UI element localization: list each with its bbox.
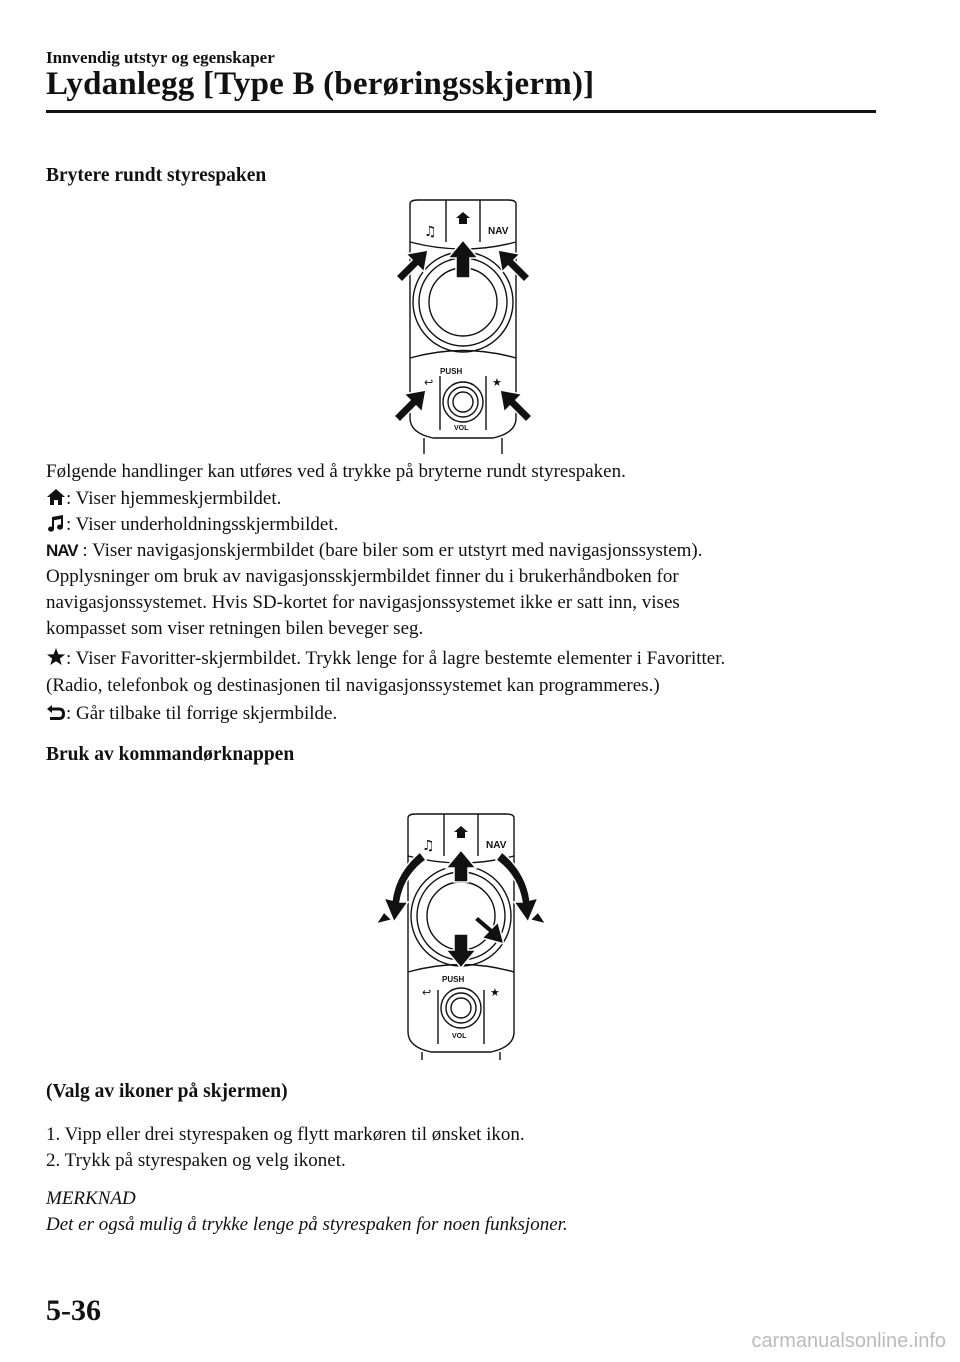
watermark: carmanualsonline.info	[751, 1330, 946, 1352]
list-item-text: : Viser Favoritter-skjermbildet. Trykk lenge for å lagre bestemte elementer i Favoritter.	[66, 648, 726, 669]
section-label: Innvendig utstyr og egenskaper	[46, 48, 275, 67]
nav-label: NAV	[486, 840, 507, 851]
vol-label: VOL	[454, 425, 469, 432]
section1-intro: Følgende handlinger kan utføres ved å trykke på bryterne rundt styrespaken.	[46, 461, 626, 482]
vol-label: VOL	[452, 1033, 467, 1040]
push-label: PUSH	[440, 367, 463, 376]
list-item-home	[46, 488, 281, 510]
home-icon	[46, 488, 66, 506]
list-item-text: : Viser underholdningsskjermbildet.	[66, 514, 339, 535]
step-2: 2. Trykk på styrespaken og velg ikonet.	[46, 1150, 346, 1171]
tilt-arrow-right	[530, 912, 546, 924]
list-item-back	[46, 703, 337, 725]
step-1: 1. Vipp eller drei styrespaken og flytt markøren til ønsket ikon.	[46, 1124, 525, 1145]
section1-heading: Brytere rundt styrespaken	[46, 165, 267, 186]
nav-icon: NAV	[46, 541, 78, 560]
section2-subheading: (Valg av ikoner på skjermen)	[46, 1081, 288, 1102]
star-icon: ★	[490, 986, 500, 999]
star-icon	[46, 648, 66, 666]
push-label: PUSH	[442, 975, 465, 984]
page-title: Lydanlegg [Type B (berøringsskjerm)]	[46, 66, 595, 102]
music-note-icon	[46, 514, 66, 532]
back-arrow-icon: ↩	[424, 376, 434, 389]
home-icon	[456, 212, 470, 224]
star-continuation-1: (Radio, telefonbok og destinasjonen til navigasjonssystemet kan programmeres.)	[46, 675, 660, 696]
section2-heading: Bruk av kommandørknappen	[46, 744, 295, 765]
list-item-music	[46, 514, 338, 536]
nav-label: NAV	[488, 226, 509, 237]
list-item-nav	[46, 540, 703, 562]
back-arrow-icon	[46, 703, 66, 721]
star-icon: ★	[492, 376, 502, 389]
back-arrow-icon: ↩	[422, 986, 432, 999]
list-item-text: : Viser navigasjonskjermbildet (bare biler som er utstyrt med navigasjonssystem).	[82, 540, 703, 561]
list-item-text: : Viser hjemmeskjermbildet.	[66, 488, 282, 509]
music-note-icon: ♫	[422, 838, 435, 854]
music-note-icon: ♫	[424, 224, 437, 240]
note-title: MERKNAD	[46, 1188, 136, 1209]
note-text: Det er også mulig å trykke lenge på styrespaken for noen funksjoner.	[46, 1214, 568, 1235]
commander-knob-figure	[370, 812, 550, 1062]
list-item-star	[46, 648, 725, 670]
nav-continuation-2: navigasjonssystemet. Hvis SD-kortet for navigasjonssystemet ikke er satt inn, vises	[46, 592, 680, 613]
nav-continuation-1: Opplysninger om bruk av navigasjonsskjermbildet finner du i brukerhåndboken for	[46, 566, 679, 587]
commander-switch-figure	[388, 198, 538, 456]
list-item-text: : Går tilbake til forrige skjermbilde.	[66, 703, 338, 724]
home-icon	[454, 826, 468, 838]
title-divider	[46, 110, 876, 113]
page-number: 5-36	[46, 1294, 101, 1327]
nav-continuation-3: kompasset som viser retningen bilen beveger seg.	[46, 618, 424, 639]
tilt-arrow-left	[376, 912, 392, 924]
